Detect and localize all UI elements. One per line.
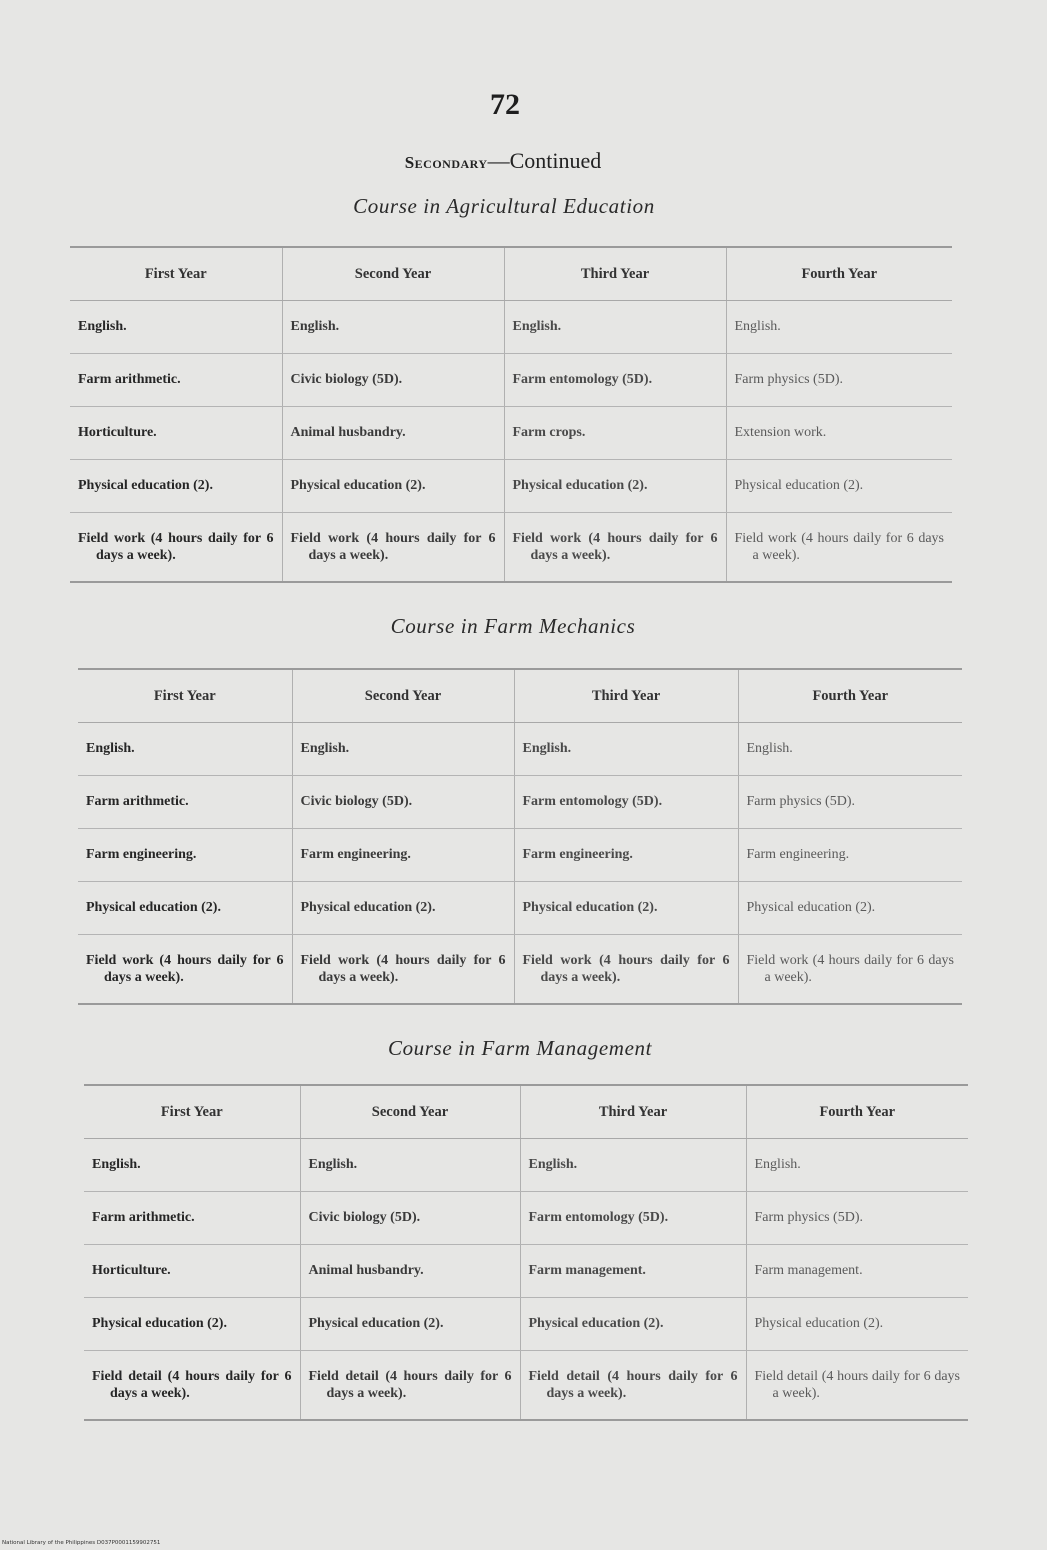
table-row	[70, 354, 952, 407]
cell-text: English.	[86, 741, 135, 756]
table-cell	[282, 460, 504, 513]
cell-text: Physical education (2).	[78, 478, 213, 493]
column-header: Fourth Year	[726, 247, 952, 301]
table-row	[78, 776, 962, 829]
table-cell	[282, 354, 504, 407]
table-cell	[726, 460, 952, 513]
table-cell	[292, 935, 514, 1005]
cell-text: Physical education (2).	[308, 1316, 444, 1331]
table-cell	[746, 1351, 968, 1421]
column-header: Third Year	[504, 247, 726, 301]
cell-text: Horticulture.	[92, 1263, 171, 1278]
table-cell	[70, 407, 282, 460]
column-header: Second Year	[292, 669, 514, 723]
cell-text: English.	[290, 319, 340, 334]
table-row	[84, 1245, 968, 1298]
table-header-row	[70, 247, 952, 301]
table-cell	[292, 776, 514, 829]
cell-text: Field work (4 hours daily for 6 days a week).	[734, 531, 944, 563]
cell-text: Farm engineering.	[86, 847, 197, 862]
table-cell	[746, 1245, 968, 1298]
cell-text: Farm physics (5D).	[734, 372, 843, 387]
table-cell	[70, 460, 282, 513]
cell-text: Farm physics (5D).	[754, 1210, 863, 1225]
cell-text: Field detail (4 hours daily for 6 days a week).	[92, 1369, 292, 1401]
table-cell	[70, 354, 282, 407]
table-header-row	[84, 1085, 968, 1139]
cell-text: Physical education (2).	[746, 900, 876, 915]
table-row	[70, 407, 952, 460]
cell-text: Farm physics (5D).	[746, 794, 855, 809]
course-table-body	[78, 723, 962, 1005]
table-cell	[738, 829, 962, 882]
cell-text: Physical education (2).	[290, 478, 426, 493]
table-cell	[520, 1139, 746, 1192]
cell-text: English.	[78, 319, 127, 334]
table-cell	[726, 301, 952, 354]
cell-text: Animal husbandry.	[308, 1263, 424, 1278]
cell-text: Field work (4 hours daily for 6 days a week).	[290, 531, 496, 563]
table-row	[70, 460, 952, 513]
table-cell	[738, 776, 962, 829]
table-cell	[84, 1192, 300, 1245]
cell-text: Physical education (2).	[512, 478, 648, 493]
table-cell	[514, 723, 738, 776]
table-cell	[514, 829, 738, 882]
cell-text: Civic biology (5D).	[308, 1210, 421, 1225]
table-cell	[726, 354, 952, 407]
table-cell	[504, 460, 726, 513]
table-row	[78, 882, 962, 935]
table-cell	[84, 1139, 300, 1192]
table-cell	[504, 407, 726, 460]
table-cell	[292, 829, 514, 882]
table-cell	[504, 354, 726, 407]
cell-text: Farm crops.	[512, 425, 586, 440]
cell-text: Farm engineering.	[746, 847, 850, 862]
cell-text: Physical education (2).	[754, 1316, 884, 1331]
table-cell	[504, 513, 726, 583]
cell-text: English.	[300, 741, 350, 756]
page-number: 72	[490, 88, 520, 121]
table-cell	[746, 1298, 968, 1351]
cell-text: Field work (4 hours daily for 6 days a week).	[300, 953, 506, 985]
cell-text: Farm arithmetic.	[86, 794, 189, 809]
cell-text: Field work (4 hours daily for 6 days a week).	[512, 531, 718, 563]
course-table-body	[70, 301, 952, 583]
table-row	[78, 935, 962, 1005]
table-cell	[70, 513, 282, 583]
table-cell	[726, 513, 952, 583]
table-cell	[726, 407, 952, 460]
table-cell	[520, 1245, 746, 1298]
column-header: First Year	[84, 1085, 300, 1139]
column-header: Third Year	[520, 1085, 746, 1139]
course-table-farm-management	[84, 1084, 968, 1421]
table-row	[78, 829, 962, 882]
table-cell	[514, 776, 738, 829]
column-header: Second Year	[300, 1085, 520, 1139]
column-header: Second Year	[282, 247, 504, 301]
column-header: Fourth Year	[738, 669, 962, 723]
cell-text: Farm management.	[528, 1263, 646, 1278]
table-cell	[520, 1192, 746, 1245]
column-header: Fourth Year	[746, 1085, 968, 1139]
cell-text: English.	[512, 319, 562, 334]
table-cell	[282, 513, 504, 583]
table-row	[78, 723, 962, 776]
cell-text: Field detail (4 hours daily for 6 days a week).	[754, 1369, 960, 1401]
column-header: First Year	[70, 247, 282, 301]
cell-text: Physical education (2).	[734, 478, 864, 493]
footer-credit: National Library of the Philippines D037P0001159902751	[2, 1540, 161, 1546]
cell-text: Horticulture.	[78, 425, 157, 440]
course-table-agricultural-education	[70, 246, 952, 583]
table-row	[70, 301, 952, 354]
cell-text: Physical education (2).	[528, 1316, 664, 1331]
table-cell	[78, 829, 292, 882]
cell-text: Farm management.	[754, 1263, 863, 1278]
table-cell	[300, 1245, 520, 1298]
table-cell	[292, 882, 514, 935]
cell-text: Physical education (2).	[300, 900, 436, 915]
course-title-farm-management: Course in Farm Management	[387, 1036, 653, 1060]
table-cell	[520, 1298, 746, 1351]
cell-text: Field detail (4 hours daily for 6 days a week).	[308, 1369, 512, 1401]
table-cell	[300, 1351, 520, 1421]
cell-text: English.	[522, 741, 572, 756]
cell-text: English.	[746, 741, 793, 756]
cell-text: English.	[308, 1157, 358, 1172]
cell-text: Field work (4 hours daily for 6 days a week).	[746, 953, 954, 985]
table-row	[84, 1298, 968, 1351]
cell-text: Physical education (2).	[86, 900, 221, 915]
table-cell	[84, 1351, 300, 1421]
cell-text: Farm entomology (5D).	[522, 794, 663, 809]
table-cell	[70, 301, 282, 354]
table-cell	[282, 301, 504, 354]
table-cell	[738, 723, 962, 776]
table-cell	[84, 1298, 300, 1351]
cell-text: Physical education (2).	[92, 1316, 227, 1331]
section-heading-continued: —Continued	[487, 148, 602, 173]
cell-text: Animal husbandry.	[290, 425, 406, 440]
table-header-row	[78, 669, 962, 723]
section-heading-smallcaps: Secondary	[404, 153, 488, 172]
table-row	[84, 1192, 968, 1245]
table-row	[70, 513, 952, 583]
table-cell	[300, 1298, 520, 1351]
column-header: Third Year	[514, 669, 738, 723]
cell-text: English.	[92, 1157, 141, 1172]
table-row	[84, 1139, 968, 1192]
cell-text: English.	[754, 1157, 801, 1172]
cell-text: Farm arithmetic.	[92, 1210, 195, 1225]
table-cell	[746, 1139, 968, 1192]
table-cell	[738, 882, 962, 935]
course-title-farm-mechanics: Course in Farm Mechanics	[390, 614, 636, 638]
table-cell	[514, 882, 738, 935]
table-cell	[300, 1139, 520, 1192]
table-cell	[504, 301, 726, 354]
cell-text: Field work (4 hours daily for 6 days a week).	[522, 953, 730, 985]
table-cell	[738, 935, 962, 1005]
table-cell	[292, 723, 514, 776]
table-cell	[520, 1351, 746, 1421]
cell-text: Physical education (2).	[522, 900, 658, 915]
cell-text: English.	[528, 1157, 578, 1172]
table-cell	[514, 935, 738, 1005]
table-cell	[78, 882, 292, 935]
table-row	[84, 1351, 968, 1421]
table-cell	[78, 935, 292, 1005]
table-cell	[282, 407, 504, 460]
cell-text: Civic biology (5D).	[300, 794, 413, 809]
column-header: First Year	[78, 669, 292, 723]
table-cell	[300, 1192, 520, 1245]
table-cell	[746, 1192, 968, 1245]
cell-text: Field detail (4 hours daily for 6 days a week).	[528, 1369, 738, 1401]
table-cell	[84, 1245, 300, 1298]
cell-text: Civic biology (5D).	[290, 372, 403, 387]
course-table-body	[84, 1139, 968, 1421]
cell-text: Field work (4 hours daily for 6 days a week).	[78, 531, 274, 563]
cell-text: Farm engineering.	[300, 847, 411, 862]
cell-text: Farm entomology (5D).	[528, 1210, 669, 1225]
course-table-farm-mechanics	[78, 668, 962, 1005]
cell-text: Extension work.	[734, 425, 827, 440]
cell-text: English.	[734, 319, 781, 334]
cell-text: Farm arithmetic.	[78, 372, 181, 387]
cell-text: Farm entomology (5D).	[512, 372, 653, 387]
table-cell	[78, 776, 292, 829]
cell-text: Farm engineering.	[522, 847, 633, 862]
table-cell	[78, 723, 292, 776]
course-title-agricultural-education: Course in Agricultural Education	[353, 194, 655, 218]
cell-text: Field work (4 hours daily for 6 days a week).	[86, 953, 284, 985]
section-heading	[0, 148, 1006, 174]
